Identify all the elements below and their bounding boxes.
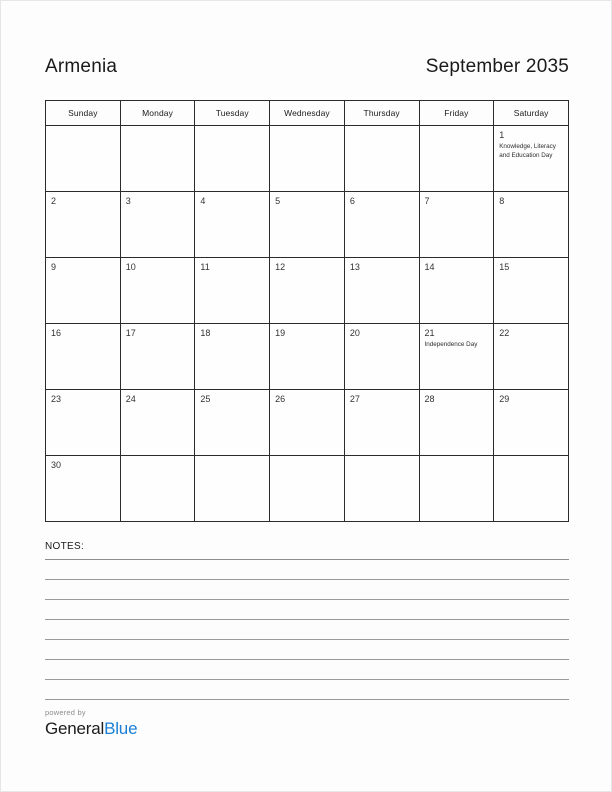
day-cell-30[interactable] (46, 456, 121, 522)
day-cell-25[interactable] (195, 390, 270, 456)
weekday-header-tuesday: Tuesday (195, 101, 270, 126)
day-cell-content (46, 324, 120, 389)
general-blue-logo[interactable] (45, 719, 137, 739)
day-cell-empty (419, 126, 494, 192)
day-cell-content (270, 390, 344, 455)
day-cell-empty (46, 126, 121, 192)
day-cell-empty (270, 456, 345, 522)
holiday-label: Knowledge, Literacy and Education Day (499, 143, 556, 159)
day-cell-empty (120, 456, 195, 522)
day-number: 10 (125, 262, 136, 272)
notes-line[interactable] (45, 580, 569, 600)
page-header (45, 47, 569, 87)
day-cell-content (494, 258, 568, 323)
day-number: 12 (275, 262, 286, 272)
day-cell-29[interactable] (494, 390, 569, 456)
calendar-week-row (46, 258, 569, 324)
day-cell-content (195, 258, 269, 323)
day-cell-3[interactable] (120, 192, 195, 258)
day-number: 20 (349, 328, 360, 338)
day-number: 29 (499, 394, 510, 404)
day-cell-content (420, 324, 494, 389)
day-number: 2 (51, 196, 57, 206)
day-cell-content (121, 126, 195, 187)
day-number: 3 (125, 196, 131, 206)
day-cell-21[interactable] (419, 324, 494, 390)
day-cell-1[interactable] (494, 126, 569, 192)
day-number: 11 (200, 262, 210, 272)
day-cell-content (121, 324, 195, 389)
day-cell-empty (344, 126, 419, 192)
day-cell-content (121, 258, 195, 323)
day-cell-11[interactable] (195, 258, 270, 324)
day-cell-content (420, 192, 494, 257)
day-cell-content (121, 192, 195, 257)
day-cell-13[interactable] (344, 258, 419, 324)
country-title: Armenia (45, 56, 118, 77)
day-cell-7[interactable] (419, 192, 494, 258)
day-number: 18 (200, 328, 211, 338)
day-cell-content (270, 456, 344, 517)
day-cell-5[interactable] (270, 192, 345, 258)
weekday-header-monday: Monday (120, 101, 195, 126)
day-cell-28[interactable] (419, 390, 494, 456)
notes-line[interactable] (45, 640, 569, 660)
day-cell-content (195, 192, 269, 257)
day-number: 22 (499, 328, 510, 338)
day-cell-23[interactable] (46, 390, 121, 456)
day-cell-20[interactable] (344, 324, 419, 390)
day-number: 5 (275, 196, 281, 206)
day-number: 14 (424, 262, 435, 272)
weekday-header-row (46, 101, 569, 126)
day-cell-16[interactable] (46, 324, 121, 390)
day-cell-content (195, 390, 269, 455)
calendar-week-row (46, 390, 569, 456)
day-cell-12[interactable] (270, 258, 345, 324)
day-cell-content (345, 258, 419, 323)
day-cell-22[interactable] (494, 324, 569, 390)
weekday-header-wednesday: Wednesday (270, 101, 345, 126)
day-number: 6 (349, 196, 355, 206)
powered-by-label: powered by (45, 708, 86, 717)
day-cell-content (195, 456, 269, 517)
day-number: 16 (51, 328, 62, 338)
day-cell-content (494, 126, 568, 191)
notes-line[interactable] (45, 660, 569, 680)
day-cell-15[interactable] (494, 258, 569, 324)
holiday-label: Independence Day (424, 341, 478, 348)
brand-name-second: Blue (104, 719, 138, 738)
day-cell-content (46, 390, 120, 455)
calendar-week-row (46, 192, 569, 258)
notes-lines[interactable] (45, 558, 569, 700)
calendar-week-row (46, 126, 569, 192)
day-cell-content (494, 456, 568, 517)
calendar-grid (45, 100, 569, 522)
day-cell-content (270, 258, 344, 323)
day-cell-content (494, 390, 568, 455)
day-cell-content (345, 324, 419, 389)
day-number: 4 (200, 196, 206, 206)
day-cell-content (420, 258, 494, 323)
weekday-header-thursday: Thursday (344, 101, 419, 126)
day-cell-6[interactable] (344, 192, 419, 258)
notes-label: NOTES: (45, 541, 85, 552)
day-cell-2[interactable] (46, 192, 121, 258)
day-cell-9[interactable] (46, 258, 121, 324)
day-cell-8[interactable] (494, 192, 569, 258)
day-cell-content (420, 390, 494, 455)
brand-name-first: General (45, 719, 105, 738)
notes-line[interactable] (45, 600, 569, 620)
day-cell-content (494, 192, 568, 257)
day-number: 21 (424, 328, 435, 338)
day-cell-empty (344, 456, 419, 522)
day-cell-content (345, 390, 419, 455)
day-cell-empty (494, 456, 569, 522)
day-cell-4[interactable] (195, 192, 270, 258)
day-cell-10[interactable] (120, 258, 195, 324)
footer-branding (45, 708, 137, 739)
day-number: 19 (275, 328, 286, 338)
calendar-week-row (46, 456, 569, 522)
day-number: 24 (125, 394, 136, 404)
day-number: 13 (349, 262, 360, 272)
day-cell-content (46, 456, 120, 521)
day-cell-content (121, 390, 195, 455)
day-cell-27[interactable] (344, 390, 419, 456)
day-number: 28 (424, 394, 435, 404)
day-number: 26 (275, 394, 286, 404)
day-number: 25 (200, 394, 211, 404)
day-cell-content (121, 456, 195, 517)
notes-line[interactable] (45, 680, 569, 700)
day-cell-content (420, 456, 494, 517)
day-cell-content (270, 192, 344, 257)
day-cell-content (345, 456, 419, 517)
day-cell-empty (419, 456, 494, 522)
weekday-header-friday: Friday (419, 101, 494, 126)
day-cell-content (195, 126, 269, 187)
day-number: 7 (424, 196, 430, 206)
day-cell-content (420, 126, 494, 187)
day-cell-24[interactable] (120, 390, 195, 456)
day-number: 8 (499, 196, 505, 206)
day-cell-18[interactable] (195, 324, 270, 390)
notes-line[interactable] (45, 560, 569, 580)
day-cell-content (270, 126, 344, 187)
day-cell-content (46, 126, 120, 187)
day-cell-content (494, 324, 568, 389)
day-cell-content (46, 192, 120, 257)
month-year-title: September 2035 (425, 56, 569, 77)
day-cell-content (195, 324, 269, 389)
day-cell-14[interactable] (419, 258, 494, 324)
day-number: 1 (499, 130, 505, 140)
day-cell-content (46, 258, 120, 323)
day-cell-empty (195, 126, 270, 192)
day-number: 30 (51, 460, 62, 470)
day-cell-empty (195, 456, 270, 522)
notes-line[interactable] (45, 620, 569, 640)
weekday-header-sunday: Sunday (46, 101, 121, 126)
day-number: 9 (51, 262, 57, 272)
day-cell-empty (270, 126, 345, 192)
day-cell-19[interactable] (270, 324, 345, 390)
day-cell-content (270, 324, 344, 389)
day-cell-26[interactable] (270, 390, 345, 456)
calendar-body (46, 126, 569, 522)
day-number: 27 (349, 394, 360, 404)
weekday-header-saturday: Saturday (494, 101, 569, 126)
calendar-week-row (46, 324, 569, 390)
day-number: 17 (125, 328, 136, 338)
day-cell-17[interactable] (120, 324, 195, 390)
day-number: 23 (51, 394, 62, 404)
day-number: 15 (499, 262, 510, 272)
day-cell-content (345, 126, 419, 187)
day-cell-empty (120, 126, 195, 192)
day-cell-content (345, 192, 419, 257)
